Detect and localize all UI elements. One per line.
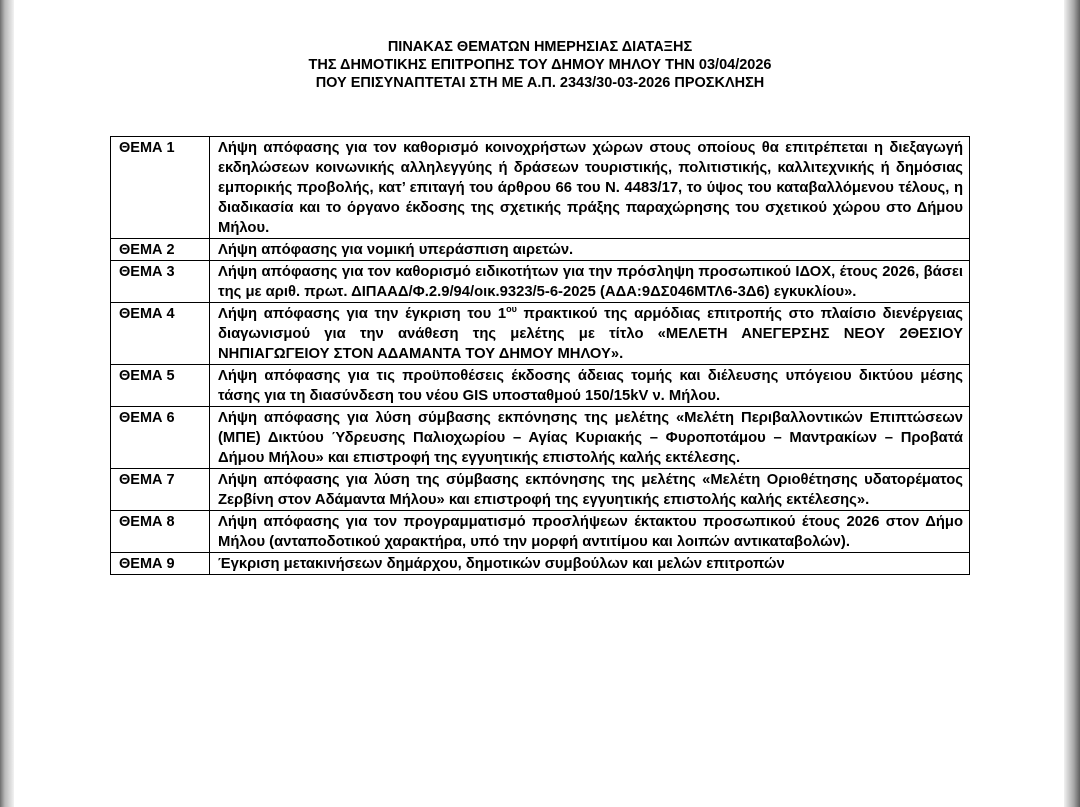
document-header — [120, 38, 960, 92]
table-row — [111, 553, 970, 575]
header-line-3: ΠΟΥ ΕΠΙΣΥΝΑΠΤΕΤΑΙ ΣΤΗ ΜΕ Α.Π. 2343/30-03-2026 ΠΡΟΣΚΛΗΣΗ — [315, 75, 765, 91]
ordinal-superscript: ου — [506, 304, 517, 315]
item-text: Έγκριση μετακινήσεων δημάρχου, δημοτικών συμβούλων και μελών επιτροπών — [210, 553, 970, 575]
item-text: Λήψη απόφασης για λύση της σύμβασης εκπόνησης της μελέτης «Μελέτη Οριοθέτησης υδατορέματος Ζερβίνη στον Αδάμαντα Μήλου» και επιστροφή της εγγυητικής επιστολής καλής εκτέλεσης». — [210, 469, 970, 511]
item-text: Λήψη απόφασης για τις προϋποθέσεις έκδοσης άδειας τομής και διέλευσης υπόγειου δικτύου μέσης τάσης για τη διασύνδεση του νέου GIS υποσταθμού 150/15kV ν. Μήλου. — [210, 365, 970, 407]
item-text-start: Λήψη απόφασης για την έγκριση του 1 — [218, 306, 507, 322]
item-number: ΘΕΜΑ 6 — [111, 407, 210, 469]
item-number: ΘΕΜΑ 4 — [111, 303, 210, 365]
item-number: ΘΕΜΑ 3 — [111, 261, 210, 303]
item-text: Λήψη απόφασης για τον καθορισμό ειδικοτήτων για την πρόσληψη προσωπικού ΙΔΟΧ, έτους 2026, βάσει της με αριθ. πρωτ. ΔΙΠΑΑΔ/Φ.2.9/94/οικ.9323/5-6-2025 (ΑΔΑ:9ΔΣ046ΜΤΛ6-3Δ6) εγκυκλίου». — [210, 261, 970, 303]
item-number: ΘΕΜΑ 7 — [111, 469, 210, 511]
item-text: Λήψη απόφασης για νομική υπεράσπιση αιρετών. — [210, 239, 970, 261]
table-row — [111, 511, 970, 553]
item-number: ΘΕΜΑ 9 — [111, 553, 210, 575]
item-text: Λήψη απόφασης για τον προγραμματισμό προσλήψεων έκτακτου προσωπικού έτους 2026 στον Δήμο Μήλου (ανταποδοτικού χαρακτήρα, υπό την μορφή αντιτίμου και λοιπών αντικαταβολών). — [210, 511, 970, 553]
item-text-end: πρακτικού της αρμόδιας επιτροπής στο πλαίσιο διενέργειας διαγωνισμού για την ανάθεση της μελέτης με τίτλο «ΜΕΛΕΤΗ ΑΝΕΓΕΡΣΗΣ ΝΕΟΥ 2ΘΕΣΙΟΥ ΝΗΠΙΑΓΩΓΕΙΟΥ ΣΤΟΝ ΑΔΑΜΑΝΤΑ ΤΟΥ ΔΗΜΟΥ ΜΗΛΟΥ». — [218, 306, 963, 362]
header-line-1: ΠΙΝΑΚΑΣ ΘΕΜΑΤΩΝ ΗΜΕΡΗΣΙΑΣ ΔΙΑΤΑΞΗΣ — [387, 39, 693, 55]
table-row — [111, 303, 970, 365]
item-number: ΘΕΜΑ 5 — [111, 365, 210, 407]
item-text: Λήψη απόφασης για λύση σύμβασης εκπόνησης της μελέτης «Μελέτη Περιβαλλοντικών Επιπτώσεων (ΜΠΕ) Δικτύου Ύδρευσης Παλιοχωρίου – Αγίας Κυριακής – Φυροποτάμου – Μαντρακίων – Προβατά Δήμου Μήλου» και επιστροφή της εγγυητικής επιστολής καλής εκτέλεσης. — [210, 407, 970, 469]
table-row — [111, 407, 970, 469]
table-row — [111, 469, 970, 511]
agenda-table — [110, 136, 970, 575]
table-row — [111, 261, 970, 303]
item-number: ΘΕΜΑ 2 — [111, 239, 210, 261]
item-text — [210, 303, 970, 365]
page-edge-shadow-right — [1064, 0, 1080, 807]
header-line-2: ΤΗΣ ΔΗΜΟΤΙΚΗΣ ΕΠΙΤΡΟΠΗΣ ΤΟΥ ΔΗΜΟΥ ΜΗΛΟΥ ΤΗΝ 03/04/2026 — [308, 57, 772, 73]
page-edge-shadow-left — [0, 0, 14, 807]
table-row — [111, 137, 970, 239]
item-number: ΘΕΜΑ 8 — [111, 511, 210, 553]
item-text: Λήψη απόφασης για τον καθορισμό κοινοχρήστων χώρων στους οποίους θα επιτρέπεται η διεξαγωγή εκδηλώσεων κοινωνικής αλληλεγγύης ή δράσεων τουριστικής, πολιτιστικής, καλλιτεχνικής ή δημόσιας εμπορικής προβολής, κατ’ επιταγή του άρθρου 66 του Ν. 4483/17, το ύψος του καταβαλλόμενου τέλους, η διαδικασία και το όργανο έκδοσης της σχετικής πράξης παραχώρησης του σχετικού χώρου στο Δήμου Μήλου. — [210, 137, 970, 239]
table-row — [111, 365, 970, 407]
table-row — [111, 239, 970, 261]
item-number: ΘΕΜΑ 1 — [111, 137, 210, 239]
